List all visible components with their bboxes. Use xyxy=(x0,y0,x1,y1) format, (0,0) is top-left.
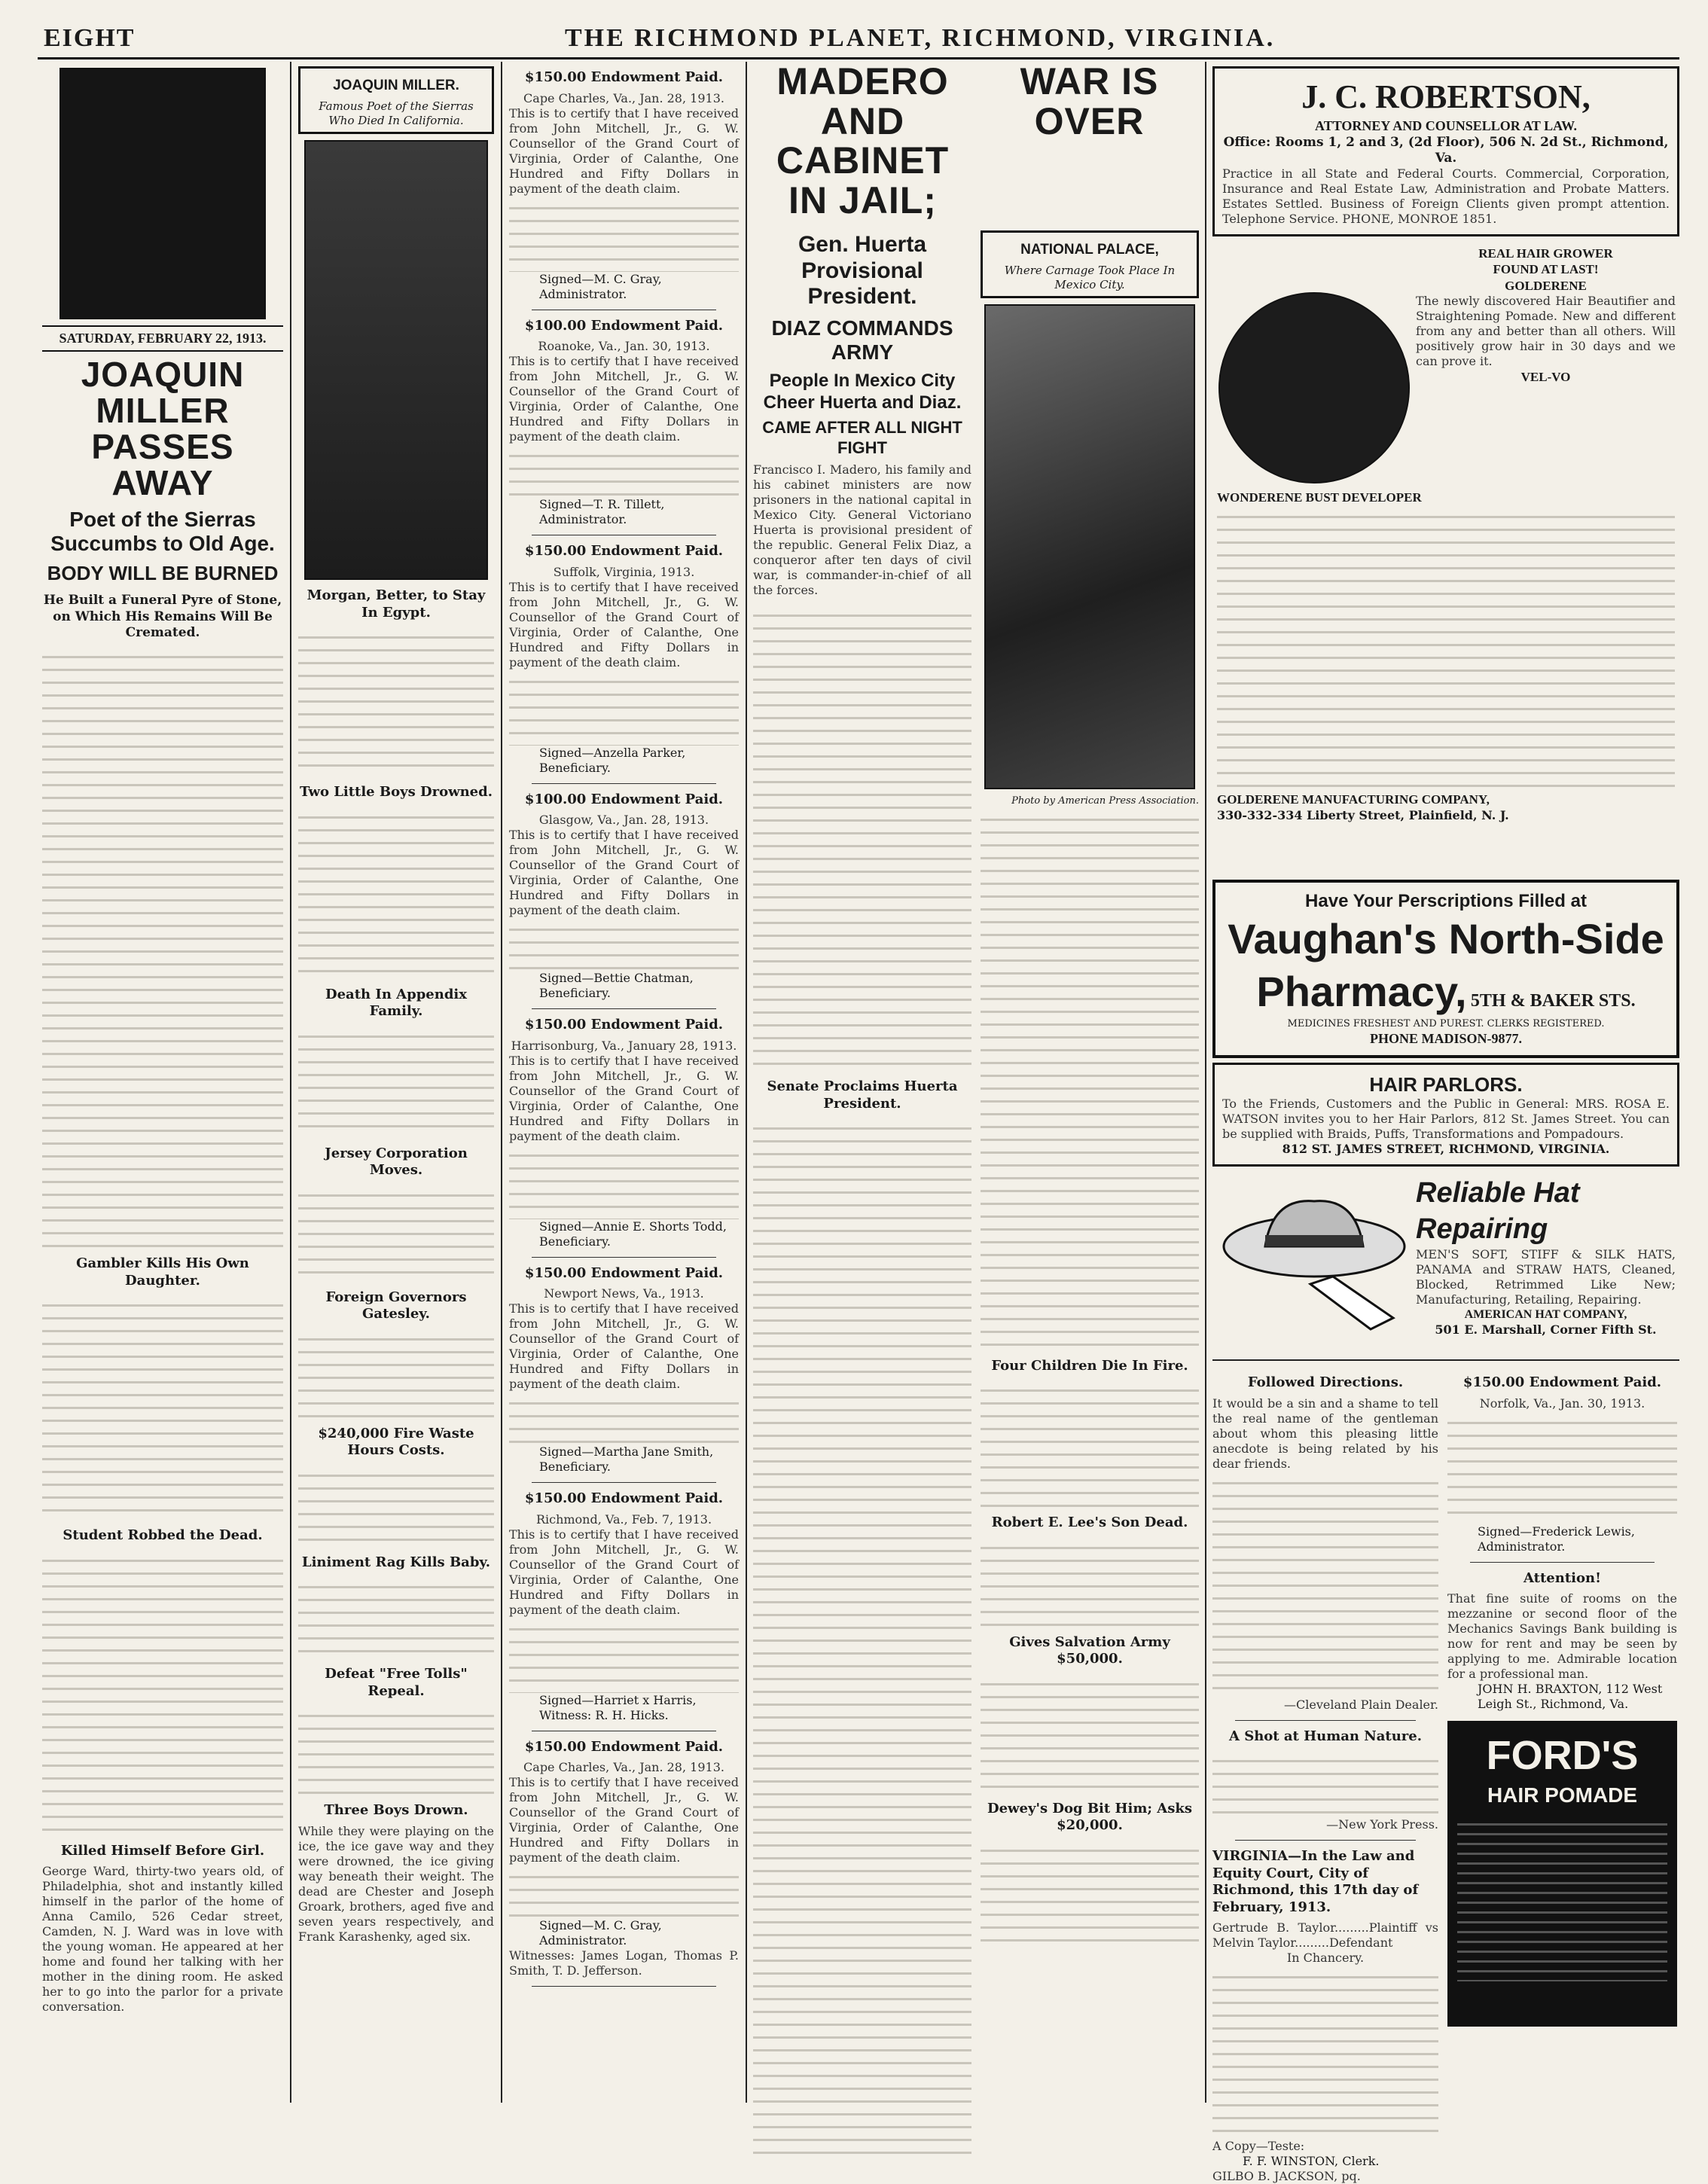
deck2-miller: He Built a Funeral Pyre of Stone, on Which His Remains Will Be Cremated. xyxy=(43,593,282,640)
headline-war: WAR IS OVER xyxy=(1020,60,1159,142)
endowment-fill xyxy=(509,444,739,497)
endowment-notice xyxy=(509,318,739,536)
legal-attorney: GILBO B. JACKSON, pq. xyxy=(1212,2169,1361,2184)
story-head: Three Boys Drown. xyxy=(324,1802,468,1819)
story-miller-text xyxy=(42,645,283,1248)
separator xyxy=(532,783,716,784)
story-text xyxy=(298,626,494,776)
story-text xyxy=(298,1575,494,1658)
madero-text-2 xyxy=(753,1117,971,2156)
story-head: Defeat "Free Tolls" Repeal. xyxy=(325,1666,468,1699)
legal-fill xyxy=(1212,1966,1438,2139)
followed-head: Followed Directions. xyxy=(1247,1374,1404,1391)
legal-clerk: F. F. WINSTON, Clerk. xyxy=(1243,2154,1380,2169)
ad-fords xyxy=(1447,1721,1677,2027)
headline-madero: MADERO AND CABINET IN JAIL; xyxy=(776,60,950,221)
masthead-title: THE RICHMOND PLANET, RICHMOND, VIRGINIA. xyxy=(565,24,1276,52)
legal-chancery: In Chancery. xyxy=(1286,1951,1365,1966)
endowment-signed: Signed—T. R. Tillett, Administrator. xyxy=(539,497,665,526)
photo-credit: Photo by American Press Association. xyxy=(1011,795,1199,807)
story-text xyxy=(981,1673,1199,1793)
ad-hat-title1: Reliable Hat xyxy=(1416,1177,1580,1209)
ad-robertson-text: Practice in all State and Federal Courts. Commercial, Corporation, Insurance and Real Estate Law, Administration and Probate Matters. Estates Settled. Business of Foreign Clients given prompt attention. Telephone Service. PHONE, MONROE 1851. xyxy=(1222,166,1670,226)
endowment-body: This is to certify that I have received from John Mitchell, Jr., G. W. Counsellor of the Grand Court of Virginia, Order of Calanthe, One Hundred and Fifty Dollars in payment of the death claim. xyxy=(509,1301,739,1391)
endowment-place: Glasgow, Va., Jan. 28, 1913. xyxy=(538,813,709,827)
endowment-notice xyxy=(509,1739,739,1987)
palace-caption-title: NATIONAL PALACE, xyxy=(1020,242,1159,258)
ad-hat-body: MEN'S SOFT, STIFF & SILK HATS, PANAMA and STRAW HATS, Cleaned, Blocked, Retrimmed Like New; Manufacturing, Retailing, Repairing. xyxy=(1416,1247,1676,1307)
endowment-place: Suffolk, Virginia, 1913. xyxy=(553,564,695,579)
story-text xyxy=(42,1549,283,1835)
ad-robertson xyxy=(1212,66,1679,236)
shot-fill xyxy=(1212,1749,1438,1817)
hat-icon xyxy=(1220,1194,1408,1337)
endowment-fill xyxy=(509,1144,739,1219)
story-head: $240,000 Fire Waste Hours Costs. xyxy=(318,1425,474,1459)
ad-hair-parlors xyxy=(1212,1063,1679,1167)
endowment-body: This is to certify that I have received from John Mitchell, Jr., G. W. Counsellor of the Grand Court of Virginia, Order of Calanthe, One Hundred and Fifty Dollars in payment of the death claim. xyxy=(509,1775,739,1865)
story-text xyxy=(298,1464,494,1547)
portrait-photo xyxy=(304,140,488,580)
ad-hair-address: 812 ST. JAMES STREET, RICHMOND, VIRGINIA. xyxy=(1282,1142,1610,1157)
endowment-body: This is to certify that I have received from John Mitchell, Jr., G. W. Counsellor of the Grand Court of Virginia, Order of Calanthe, One Hundred and Fifty Dollars in payment of the death claim. xyxy=(509,105,739,196)
separator xyxy=(1235,1720,1416,1721)
ad-golderene-developer: WONDERENE BUST DEVELOPER xyxy=(1217,490,1422,505)
legal-head: VIRGINIA—In the Law and Equity Court, City of Richmond, this 17th day of February, 1913. xyxy=(1212,1848,1419,1915)
story-text xyxy=(298,1704,494,1795)
ad-vaughan-line2: Vaughan's North-Side xyxy=(1228,915,1664,962)
legal-parties: Gertrude B. Taylor.........Plaintiff vs Melvin Taylor.........Defendant xyxy=(1212,1920,1438,1951)
story-head: Four Children Die In Fire. xyxy=(991,1357,1188,1374)
ad-golderene-velvo: VEL-VO xyxy=(1520,369,1571,384)
story-text xyxy=(298,1025,494,1138)
endowment-notice xyxy=(509,1017,739,1258)
endowment-place: Cape Charles, Va., Jan. 28, 1913. xyxy=(523,1760,724,1774)
ad-vaughan-line6: PHONE MADISON-9877. xyxy=(1370,1031,1522,1047)
attention-head: Attention! xyxy=(1523,1569,1601,1586)
endowment-head: $150.00 Endowment Paid. xyxy=(524,543,724,559)
story-head: Death In Appendix Family. xyxy=(325,986,467,1020)
endowment-head: $150.00 Endowment Paid. xyxy=(524,1017,724,1033)
madero-right xyxy=(981,226,1199,2162)
photo-caption: Famous Poet of the Sierras Who Died In California. xyxy=(319,99,474,127)
madero-body-row xyxy=(753,226,1199,2162)
story-head: Liniment Rag Kills Baby. xyxy=(301,1554,491,1570)
column-5-ads xyxy=(1212,62,1679,2184)
headline-miller: JOAQUIN MILLER PASSES AWAY xyxy=(81,354,245,503)
ad-hat-title2: Repairing xyxy=(1416,1212,1548,1245)
endowment-body: This is to certify that I have received from John Mitchell, Jr., G. W. Counsellor of the Grand Court of Virginia, Order of Calanthe, One Hundred and Fifty Dollars in payment of the death claim. xyxy=(509,579,739,670)
endowment-notice xyxy=(509,69,739,310)
endowment-body: This is to certify that I have received from John Mitchell, Jr., G. W. Counsellor of the Grand Court of Virginia, Order of Calanthe, One Hundred and Fifty Dollars in payment of the death claim. xyxy=(509,1527,739,1617)
ad-vaughan-line5: MEDICINES FRESHEST AND PUREST. CLERKS REGISTERED. xyxy=(1287,1018,1605,1029)
story-text xyxy=(981,1379,1199,1507)
column-rule xyxy=(746,62,747,2103)
story-head: Gambler Kills His Own Daughter. xyxy=(76,1255,249,1289)
norfolk-signed: Signed—Frederick Lewis, Administrator. xyxy=(1478,1524,1635,1554)
photo-caption-box xyxy=(298,66,494,134)
ad-golderene-company: GOLDERENE MANUFACTURING COMPANY, xyxy=(1217,792,1490,807)
ads-lower-left xyxy=(1212,1367,1438,2184)
ad-golderene-address: 330-332-334 Liberty Street, Plainfield, N. J. xyxy=(1217,807,1509,822)
ad-vaughan-line3: Pharmacy, xyxy=(1256,968,1467,1015)
story-text xyxy=(981,1536,1199,1627)
separator xyxy=(1470,1562,1655,1563)
ad-golderene-head1: REAL HAIR GROWER xyxy=(1478,246,1613,261)
date-line: SATURDAY, FEBRUARY 22, 1913. xyxy=(42,325,283,352)
endowment-fill xyxy=(509,197,739,272)
attention-signed: JOHN H. BRAXTON, 112 West Leigh St., Richmond, Va. xyxy=(1478,1682,1663,1712)
endowment-signed: Signed—M. C. Gray, Administrator. xyxy=(539,271,662,301)
followed-text: It would be a sin and a shame to tell the real name of the gentleman about whom this pleasing little anecdote is being related by his dear friends. xyxy=(1212,1396,1438,1471)
column-2 xyxy=(298,62,494,2103)
ad-hair-title: HAIR PARLORS. xyxy=(1369,1072,1523,1096)
story-head: Robert E. Lee's Son Dead. xyxy=(991,1514,1188,1531)
column-3-endowments xyxy=(509,62,739,2103)
page-number: EIGHT xyxy=(44,24,136,52)
endowment-signed: Signed—M. C. Gray, Administrator. xyxy=(539,1918,662,1948)
endowment-body: This is to certify that I have received from John Mitchell, Jr., G. W. Counsellor of the Grand Court of Virginia, Order of Calanthe, One Hundred and Fifty Dollars in payment of the death claim. xyxy=(509,354,739,444)
separator xyxy=(532,1482,716,1483)
endowment-place: Roanoke, Va., Jan. 30, 1913. xyxy=(538,339,710,353)
separator xyxy=(1235,1840,1416,1841)
ad-hair-body: To the Friends, Customers and the Public in General: MRS. ROSA E. WATSON invites you to her Hair Parlors, 812 St. James Street. You can be supplied with Braids, Puffs, Transformations and Pompadours. xyxy=(1222,1097,1670,1142)
ad-hat xyxy=(1212,1171,1679,1361)
story-head: Two Little Boys Drowned. xyxy=(300,784,493,801)
ad-golderene-fill xyxy=(1217,505,1675,792)
subhead-people: People In Mexico City Cheer Huerta and Diaz. xyxy=(763,370,962,413)
ad-hat-company: AMERICAN HAT COMPANY, xyxy=(1464,1308,1627,1322)
story-head: Gives Salvation Army $50,000. xyxy=(1009,1633,1170,1667)
story-text xyxy=(298,1328,494,1418)
story-text xyxy=(981,1839,1199,1945)
ad-golderene-head2: FOUND AT LAST! xyxy=(1493,262,1599,277)
masthead xyxy=(38,21,1679,59)
endowment-fill xyxy=(509,1392,739,1444)
story-text: George Ward, thirty-two years old, of Philadelphia, shot and instantly killed himself in the parlor of the home of Anna Camilo, 526 Cedar street, Camden, N. J. Ward was in love with the young woman. He appeared at her home and found her talking with her mother in the dining room. He asked her to go into the parlor for a private conversation. xyxy=(42,1864,283,2014)
ad-vaughan-line1: Have Your Perscriptions Filled at xyxy=(1305,891,1587,911)
headline-row xyxy=(753,62,1199,220)
ads-lower-right xyxy=(1447,1367,1677,2184)
ad-vaughan-line4: 5TH & BAKER STS. xyxy=(1470,991,1636,1011)
column-4-madero xyxy=(753,62,1199,2103)
shot-head: A Shot at Human Nature. xyxy=(1228,1728,1423,1744)
ad-vaughan xyxy=(1212,880,1679,1058)
endowment-place: Harrisonburg, Va., January 28, 1913. xyxy=(511,1038,737,1053)
endowment-fill xyxy=(509,1618,739,1693)
ads-lower-row xyxy=(1212,1367,1679,2184)
legal-copy: A Copy—Teste: xyxy=(1212,2139,1305,2154)
endowment-head: $150.00 Endowment Paid. xyxy=(524,1738,724,1755)
madero-left xyxy=(753,226,971,2162)
endowment-notice xyxy=(509,792,739,1010)
separator xyxy=(532,1008,716,1009)
column-1 xyxy=(42,62,283,2103)
endowment-head: $100.00 Endowment Paid. xyxy=(524,317,724,334)
subhead-miller: Poet of the Sierras Succumbs to Old Age. xyxy=(50,507,275,555)
hair-image xyxy=(1218,292,1410,483)
madero-text-3 xyxy=(981,808,1199,1350)
endowment-notices xyxy=(509,69,739,1987)
ad-vaughan-row xyxy=(1223,965,1669,1018)
ad-robertson-office: Office: Rooms 1, 2 and 3, (2d Floor), 506 N. 2d St., Richmond, Va. xyxy=(1223,134,1669,166)
separator xyxy=(532,1986,716,1987)
story-head: Morgan, Better, to Stay In Egypt. xyxy=(307,587,486,621)
endowment-fill xyxy=(509,1865,739,1918)
ad-robertson-role: ATTORNEY AND COUNSELLOR AT LAW. xyxy=(1315,118,1577,133)
ad-hat-address: 501 E. Marshall, Corner Fifth St. xyxy=(1435,1322,1657,1338)
ad-golderene xyxy=(1212,241,1679,874)
column-rule xyxy=(1205,62,1206,2103)
deck-miller: BODY WILL BE BURNED xyxy=(47,562,279,585)
story-head: Student Robbed the Dead. xyxy=(63,1527,263,1543)
endowment-place: Cape Charles, Va., Jan. 28, 1913. xyxy=(523,90,724,105)
ad-golderene-text xyxy=(1416,246,1676,385)
endowment-body: This is to certify that I have received from John Mitchell, Jr., G. W. Counsellor of the Grand Court of Virginia, Order of Calanthe, One Hundred and Fifty Dollars in payment of the death claim. xyxy=(509,1053,739,1143)
endowment-body: This is to certify that I have received from John Mitchell, Jr., G. W. Counsellor of the Grand Court of Virginia, Order of Calanthe, One Hundred and Fifty Dollars in payment of the death claim. xyxy=(509,828,739,917)
endowment-signed: Signed—Bettie Chatman, Beneficiary. xyxy=(539,971,694,1000)
ad-golderene-body: The newly discovered Hair Beautifier and Straightening Pomade. New and different from any and better than all others. Will positively grow hair in 30 days and we can prove it. xyxy=(1416,293,1676,368)
endowment-notice xyxy=(509,1265,739,1484)
story-head: Foreign Governors Gatesley. xyxy=(325,1289,467,1322)
subhead-fight: CAME AFTER ALL NIGHT FIGHT xyxy=(762,418,962,457)
section-head: Senate Proclaims Huerta President. xyxy=(767,1078,958,1112)
endowment-witnesses: Witnesses: James Logan, Thomas P. Smith, T. D. Jefferson. xyxy=(509,1948,739,1978)
separator xyxy=(532,1257,716,1258)
endowment-signed: Signed—Anzella Parker, Beneficiary. xyxy=(539,745,686,775)
column-rule xyxy=(501,62,502,2103)
subhead-huerta: Gen. Huerta Provisional President. xyxy=(798,232,927,309)
endowment-signed: Signed—Annie E. Shorts Todd, Beneficiary. xyxy=(539,1219,727,1249)
subhead-diaz: DIAZ COMMANDS ARMY xyxy=(771,316,953,364)
endowment-head: $150.00 Endowment Paid. xyxy=(524,69,724,85)
endowment-signed: Signed—Martha Jane Smith, Beneficiary. xyxy=(539,1444,714,1474)
palace-photo xyxy=(984,304,1195,789)
madero-text xyxy=(753,604,971,1071)
endowment-head: $100.00 Endowment Paid. xyxy=(524,791,724,807)
madero-lead: Francisco I. Madero, his family and his cabinet ministers are now prisoners in the national capital in Mexico City. General Victoriano Huerta is provisional president of the republic. General Felix Diaz, a conqueror after ten days of civil war, is commander-in-chief of all the forces. xyxy=(753,462,971,598)
photo-caption-title: JOAQUIN MILLER. xyxy=(333,78,459,93)
endowment-place: Newport News, Va., 1913. xyxy=(544,1286,704,1301)
endowment-notice xyxy=(509,1490,739,1731)
ad-fords-title2: HAIR POMADE xyxy=(1487,1783,1638,1807)
ad-fords-fill xyxy=(1457,1816,1667,1981)
endowment-notice xyxy=(509,543,739,784)
followed-fill xyxy=(1212,1472,1438,1697)
endowment-fill xyxy=(509,670,739,746)
story-head: Jersey Corporation Moves. xyxy=(325,1145,468,1179)
story-text: While they were playing on the ice, the ice gave way and they were drowned, the ice giving way beneath their weight. The dead are Chester and Joseph Groark, brothers, aged five and seven years respectively, and Frank Karashenky, aged six. xyxy=(298,1823,494,1944)
endowment-head: $150.00 Endowment Paid. xyxy=(524,1264,724,1281)
endowment-fill xyxy=(509,918,739,971)
endowment-place: Richmond, Va., Feb. 7, 1913. xyxy=(535,1511,712,1527)
shot-credit: —New York Press. xyxy=(1326,1817,1438,1832)
story-text xyxy=(298,806,494,979)
ad-hat-text xyxy=(1416,1176,1676,1338)
endowment-signed: Signed—Harriet x Harris, Witness: R. H. Hicks. xyxy=(539,1692,697,1722)
attention-text: That fine suite of rooms on the mezzanine or second floor of the Mechanics Savings Bank building is now for rent and may be seen by applying to me. Admirable location for a professional man. xyxy=(1447,1591,1677,1682)
ad-golderene-head3: GOLDERENE xyxy=(1505,278,1587,293)
ad-robertson-name: J. C. ROBERTSON, xyxy=(1301,78,1591,115)
followed-credit: —Cleveland Plain Dealer. xyxy=(1284,1697,1438,1712)
story-text xyxy=(298,1184,494,1282)
palace-caption: Where Carnage Took Place In Mexico City. xyxy=(1004,263,1176,291)
norfolk-place: Norfolk, Va., Jan. 30, 1913. xyxy=(1479,1396,1645,1411)
column-rule xyxy=(290,62,291,2103)
norfolk-head: $150.00 Endowment Paid. xyxy=(1462,1374,1662,1391)
blotted-image xyxy=(59,68,266,319)
ad-fords-title1: FORD'S xyxy=(1486,1733,1639,1779)
story-head: Killed Himself Before Girl. xyxy=(60,1842,265,1859)
endowment-head: $150.00 Endowment Paid. xyxy=(524,1490,724,1506)
story-head: Dewey's Dog Bit Him; Asks $20,000. xyxy=(987,1800,1192,1834)
palace-caption-box xyxy=(981,230,1199,298)
ad-golderene-lower xyxy=(1217,490,1675,823)
story-text xyxy=(42,1294,283,1520)
norfolk-fill xyxy=(1447,1411,1677,1524)
